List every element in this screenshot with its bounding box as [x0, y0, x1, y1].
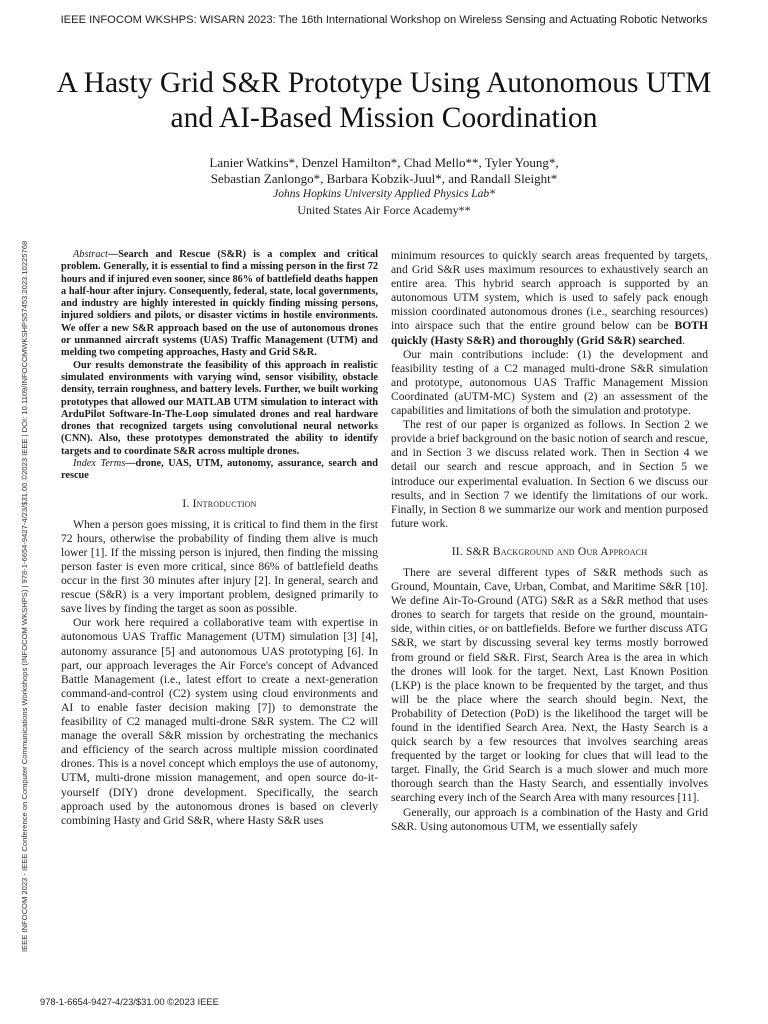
section-2-paragraph-2: Generally, our approach is a combination of the Hasty and Grid S&R. Using autonomous UTM, we essentially safely: [391, 805, 708, 833]
affiliation-2: United States Air Force Academy**: [297, 203, 471, 217]
section-1-heading: [61, 497, 378, 511]
side-doi-strip: IEEE INFOCOM 2023 - IEEE Conference on Computer Communications Workshops (INFOCOM WKSHPS) | 978-1-6654-9427-4/23/$31.00 ©2023 IEEE | DOI: 10.1109/INFOCOMWKSHPS57453.2023.10225768: [20, 240, 29, 952]
section-2-title: S&R Background and Our Approach: [466, 544, 648, 558]
conference-header: IEEE INFOCOM WKSHPS: WISARN 2023: The 16th International Workshop on Wireless Sensing and Actuating Robotic Networks: [60, 14, 708, 26]
affiliation-1: Johns Hopkins University Applied Physics Lab*: [273, 188, 495, 200]
section-2-number: II.: [451, 544, 467, 558]
author-block: [40, 155, 728, 218]
organization-paragraph: The rest of our paper is organized as follows. In Section 2 we provide a brief background on the basic notion of search and rescue, and in Section 3 we discuss related work. Then in Section 4 we detail our search and rescue approach, and in Section 5 we introduce our experimental evaluation. In Section 6 we discuss our results, and in Section 7 we identify the limitations of our work. Finally, in Section 8 we summarize our work and mention purposed future work.: [391, 418, 708, 530]
index-terms: [61, 458, 378, 483]
author-line-2: Sebastian Zanlongo*, Barbara Kobzik-Juul*, and Randall Sleight*: [210, 171, 558, 186]
paper-title: A Hasty Grid S&R Prototype Using Autonomous UTM and AI-Based Mission Coordination: [56, 67, 712, 134]
abstract-label: Abstract: [73, 249, 108, 260]
right-column: [391, 249, 708, 834]
author-line-1: Lanier Watkins*, Denzel Hamilton*, Chad Mello**, Tyler Young*,: [209, 155, 559, 170]
section-1-paragraph-2: Our work here required a collaborative team with expertise in autonomous UAS Traffic Management (UTM) simulation [3] [4], autonomy assurance [5] and autonomous UAS prototyping [6]. In part, our approach leverages the Air Force's concept of Advanced Battle Management (i.e., latest effort to create a next-generation command-and-control (C2) system using cloud environments and AI to enable faster decision making [7]) to demonstrate the feasibility of C2 managed multi-drone S&R system. The C2 will manage the overall S&R mission by orchestrating the mechanics and efficiency of the search across multiple mission coordinated drones. This is a novel concept which employs the use of autonomy, UTM, multi-drone mission management, and open source do-it-yourself (DIY) drone development. Specifically, the search approach used by the autonomous drones is based on cleverly combining Hasty and Grid S&R, where Hasty S&R uses: [61, 616, 378, 827]
section-1-number: I.: [182, 496, 193, 510]
section-2-heading: [391, 545, 708, 559]
copyright-footer: 978-1-6654-9427-4/23/$31.00 ©2023 IEEE: [40, 996, 219, 1007]
continuation-end: .: [682, 333, 685, 347]
abstract-paragraph-1: [61, 249, 378, 360]
continuation-bold: BOTH quickly (Hasty S&R) and thoroughly (Grid S&R) searched: [391, 319, 708, 347]
abstract-text-1: —Search and Rescue (S&R) is a complex and critical problem. Generally, it is essential to find a missing person in the first 72 hours and if injured even sooner, since 86% of battlefield deaths happen a half-hour after injury. Consequently, federal, state, local governments, and industry are highly interested in quickly finding missing persons, injured soldiers and pilots, or disaster victims in hostile environments. We offer a new S&R approach based on the use of autonomous drones or unmanned aircraft systems (UAS) Traffic Management (UTM) and melding two competing approaches, Hasty and Grid S&R.: [61, 249, 378, 359]
abstract: [61, 249, 378, 458]
index-terms-label: Index Terms: [73, 458, 126, 470]
continuation-text: minimum resources to quickly search areas frequented by targets, and Grid S&R uses maximum resources to exhaustively search an entire area. This hybrid search approach is supported by an autonomous UTM system, which is used to safely pack enough mission coordinated autonomous drones (i.e., searching resources) into airspace such that the entire ground below can be: [391, 249, 708, 333]
abstract-paragraph-2: Our results demonstrate the feasibility of this approach in realistic simulated environments with varying wind, sensor visibility, obstacle density, terrain roughness, and battery levels. Further, we built working prototypes that allowed our MATLAB UTM simulation to interact with ArduPilot Software-In-The-Loop simulated drones and real hardware drones that recognized targets using convolutional neural networks (CNN). Also, these prototypes demonstrated the ability to identify targets and to coordinate S&R across multiple drones.: [61, 359, 378, 457]
section-1-paragraph-2-cont: [391, 249, 708, 348]
section-1-paragraph-1: When a person goes missing, it is critical to find them in the first 72 hours, otherwise the probability of finding them alive is much lower [1]. If the missing person is injured, then finding the missing person faster is even more critical, since 86% of battlefield deaths occur in the first 30 minutes after injury [2]. In general, search and rescue (S&R) is a very important problem, designed primarily to save lives by finding the target as soon as possible.: [61, 517, 378, 616]
index-terms-text: —drone, UAS, UTM, autonomy, assurance, search and rescue: [61, 458, 378, 482]
section-2-paragraph-1: There are several different types of S&R methods such as Ground, Mountain, Cave, Urban, Combat, and Maritime S&R [10]. We define Air-To-Ground (ATG) S&R as a S&R method that uses drones to search for targets that reside on the ground, mountain-side, within cities, or on battlefields. Before we further discuss ATG S&R, we start by discussing several key terms mostly borrowed from ground or field S&R. First, Search Area is the area in which the drones will look for the target. Next, Last Known Position (LKP) is the place known to be frequented by the target, and thus will be the place where the search should begin. Next, the Probability of Detection (PoD) is the likelihood the target will be found in the identified Search Area. Next, the Hasty Search is a quick search by a few resources that involves searching areas frequented by the target or looking for clues that will lead to the target. Finally, the Grid Search is a much slower and much more thorough search than the Hasty Search, and essentially involves searching every inch of the Search Area with many resources [11].: [391, 565, 708, 805]
left-column: [61, 249, 378, 828]
contributions-paragraph: Our main contributions include: (1) the development and feasibility testing of a C2 managed multi-drone S&R simulation and prototype, autonomous UAS Traffic Management Mission Coordinated (aUTM-MC) System and (2) an assessment of the capabilities and limitations of both the simulation and prototype.: [391, 347, 708, 418]
section-1-title: Introduction: [192, 496, 257, 510]
